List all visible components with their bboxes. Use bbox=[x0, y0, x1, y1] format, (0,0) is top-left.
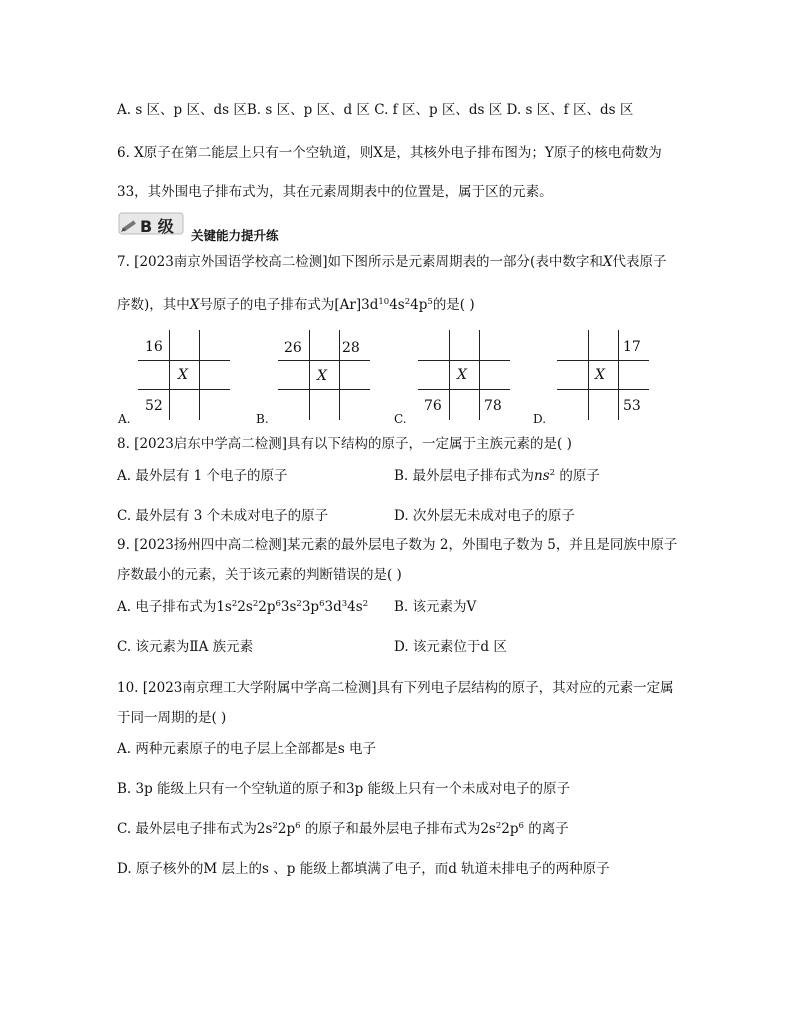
q10-c-end: 的离子 bbox=[523, 821, 569, 837]
q8-stem: 8. [2023启东中学高二检测]具有以下结构的原子，一定属于主族元素的是( ) bbox=[117, 436, 572, 452]
q9-a-part: 2s bbox=[237, 599, 253, 615]
q7-option-c-label: C. bbox=[394, 412, 407, 426]
q10-c-2p: 2p bbox=[501, 821, 519, 837]
grid-c-center: X bbox=[457, 367, 467, 383]
q7-stem-line-1 bbox=[117, 253, 666, 271]
q7-stem2-var: X bbox=[189, 297, 200, 313]
q10-option-a: A. 两种元素原子的电子层上全部都是s 电子 bbox=[117, 741, 377, 757]
q10-option-b: B. 3p 能级上只有一个空轨道的原子和3p 能级上只有一个未成对电子的原子 bbox=[117, 781, 571, 797]
section-badge bbox=[118, 211, 184, 236]
q7-stem-text-a: 7. [2023南京外国语学校高二检测]如下图所示是元素周期表的一部分(表中数字和 bbox=[117, 254, 603, 270]
grid-d-bottom-right: 53 bbox=[623, 398, 641, 414]
q9-a-part: 2 bbox=[296, 599, 302, 609]
q7-option-a-label: A. bbox=[118, 412, 131, 426]
q6-line-1: 6. X原子在第二能层上只有一个空轨道，则X是，其核外电子排布图为；Y原子的核电荷数为 bbox=[117, 145, 662, 161]
q10-option-c bbox=[117, 820, 569, 838]
q7-stem-var: X bbox=[602, 254, 613, 270]
q9-stem-line-1: 9. [2023扬州四中高二检测]某元素的最外层电子数为 2，外围电子数为 5，并且是同族中原子 bbox=[117, 537, 678, 553]
q9-stem-line-2: 序数最小的元素，关于该元素的判断错误的是( ) bbox=[117, 567, 402, 583]
q9-option-b: B. 该元素为V bbox=[394, 599, 477, 615]
q9-a-text: A. 电子排布式为1s bbox=[117, 599, 232, 615]
section-title: 关键能力提升练 bbox=[191, 228, 279, 243]
q10-c-sup: 6 bbox=[295, 821, 301, 831]
q10-c-mid-text: 的原子和最外层电子排布式为2s bbox=[300, 821, 496, 837]
grid-d-center: X bbox=[595, 367, 605, 383]
q10-stem-line-1: 10. [2023南京理工大学附属中学高二检测]具有下列电子层结构的原子，其对应的元素一定属 bbox=[117, 680, 674, 696]
grid-b-center: X bbox=[317, 368, 327, 384]
q9-a-part: 6 bbox=[319, 599, 325, 609]
q10-c-sup: 2 bbox=[495, 821, 502, 831]
q7-config-text: 号原子的电子排布式为[Ar]3d bbox=[199, 297, 379, 313]
grid-a-top-left: 16 bbox=[145, 339, 163, 355]
q10-c-sup: 6 bbox=[518, 821, 524, 831]
q7-config-4p: 4p bbox=[410, 297, 428, 313]
q7-grid-d bbox=[557, 330, 649, 420]
q9-a-part: 3 bbox=[341, 599, 348, 609]
q9-a-part: 3d bbox=[324, 599, 342, 615]
q7-config-4s: 4s bbox=[389, 297, 405, 313]
q7-stem-line-2 bbox=[117, 296, 475, 314]
q7-sup-3: 5 bbox=[427, 297, 433, 307]
grid-a-bottom-left: 52 bbox=[145, 398, 163, 414]
q9-option-c: C. 该元素为ⅡA 族元素 bbox=[117, 639, 254, 655]
q9-a-part: 2 bbox=[252, 599, 259, 609]
q10-stem-line-2: 于同一周期的是( ) bbox=[117, 710, 227, 726]
q8-option-d: D. 次外层无未成对电子的原子 bbox=[394, 508, 575, 524]
q9-a-part: 2 bbox=[362, 599, 369, 609]
q5-options: A. s 区、p 区、ds 区B. s 区、p 区、d 区 C. f 区、p 区、ds 区 D. s 区、f 区、ds 区 bbox=[117, 102, 634, 118]
q7-stem2-text-a: 序数)，其中 bbox=[117, 297, 190, 313]
q9-a-part: 2 bbox=[231, 599, 238, 609]
q10-c-2p: 2p bbox=[277, 821, 296, 837]
q7-option-d-label: D. bbox=[533, 412, 547, 426]
q8-option-b bbox=[394, 467, 600, 485]
grid-a-center: X bbox=[178, 367, 188, 383]
q7-grid-a bbox=[138, 330, 230, 420]
section-badge-label: B 级 bbox=[140, 217, 174, 236]
grid-b-top-left: 26 bbox=[284, 340, 302, 356]
grid-c-bottom-left: 76 bbox=[424, 398, 442, 414]
q9-a-part: 6 bbox=[275, 599, 281, 609]
q7-stem-text-b: 代表原子 bbox=[612, 254, 667, 270]
q7-sup-2: 2 bbox=[404, 297, 411, 307]
q7-option-b-label: B. bbox=[256, 412, 269, 426]
q10-c-sup: 2 bbox=[272, 821, 278, 831]
q8-b-text: B. 最外层电子排布式为 bbox=[394, 468, 535, 484]
q9-a-part: 3s bbox=[280, 599, 297, 615]
grid-b-top-right: 28 bbox=[342, 340, 360, 356]
q8-b-sup: 2 bbox=[549, 468, 556, 478]
q7-stem2-end: 的是( ) bbox=[432, 297, 475, 313]
q10-option-d: D. 原子核外的M 层上的s 、p 能级上都填满了电子，而d 轨道未排电子的两种原子 bbox=[117, 861, 610, 877]
grid-c-bottom-right: 78 bbox=[484, 398, 502, 414]
q9-option-d: D. 该元素位于d 区 bbox=[394, 639, 507, 655]
q6-line-2: 33，其外围电子排布式为，其在元素周期表中的位置是，属于区的元素。 bbox=[117, 184, 553, 200]
q7-grid-c bbox=[418, 330, 510, 420]
q9-a-part: 4s bbox=[347, 599, 363, 615]
q7-grid-b bbox=[278, 330, 370, 420]
q9-a-part: 3p bbox=[301, 599, 320, 615]
q8-option-c: C. 最外层有 3 个未成对电子的原子 bbox=[117, 508, 329, 524]
q10-c-text: C. 最外层电子排布式为2s bbox=[117, 821, 273, 837]
q9-a-part: 2p bbox=[258, 599, 276, 615]
q7-sup-1: 10 bbox=[378, 297, 390, 307]
q8-b-ns: ns bbox=[534, 468, 550, 484]
q8-option-a: A. 最外层有 1 个电子的原子 bbox=[117, 468, 288, 484]
q9-option-a bbox=[117, 598, 368, 616]
grid-d-top-right: 17 bbox=[623, 339, 641, 355]
q8-b-post: 的原子 bbox=[555, 468, 600, 484]
